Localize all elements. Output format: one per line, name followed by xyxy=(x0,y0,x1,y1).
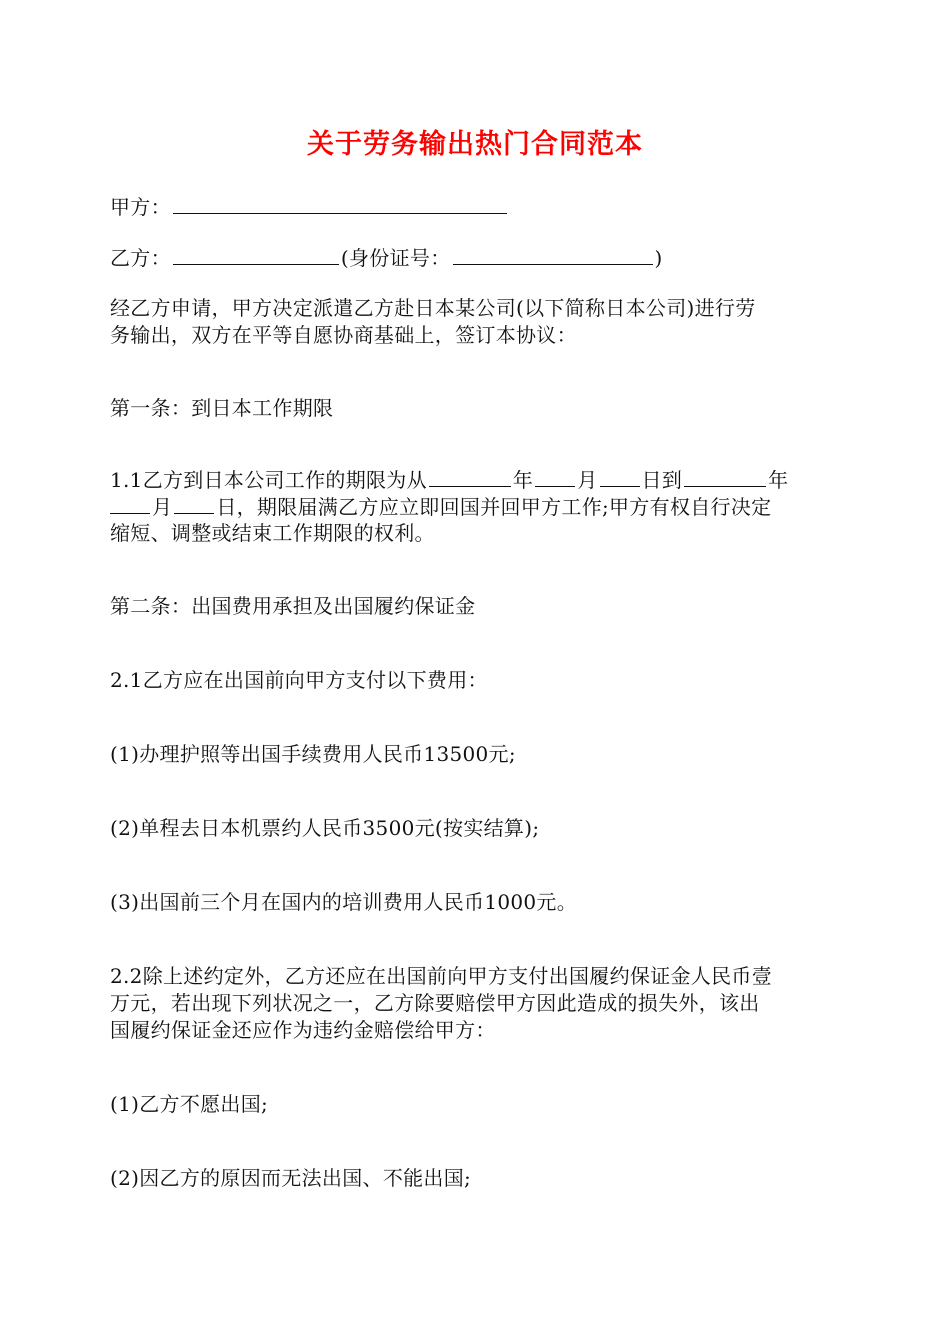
clause-1-1-line-3: 缩短、调整或结束工作期限的权利。 xyxy=(110,521,435,545)
clause-2-2-item-2: (2)因乙方的原因而无法出国、不能出国; xyxy=(110,1166,472,1190)
clause-2-2-item-1: (1)乙方不愿出国; xyxy=(110,1092,269,1116)
party-b-line xyxy=(110,244,840,272)
clause-1-1-month: 月 xyxy=(577,468,598,492)
clause-1-1-year2: 年 xyxy=(768,468,789,492)
clause-1-1-month2: 月 xyxy=(152,495,173,519)
party-b-id-label: (身份证号： xyxy=(340,246,451,270)
document-title: 关于劳务输出热门合同范本 xyxy=(307,129,643,160)
clause-2-2-line-2: 万元，若出现下列状况之一，乙方除要赔偿甲方因此造成的损失外，该出 xyxy=(110,991,760,1015)
start-month-blank xyxy=(535,466,575,487)
party-a-blank xyxy=(173,193,507,214)
clause-1-1-line-2 xyxy=(110,493,840,521)
intro-line-1: 经乙方申请，甲方决定派遣乙方赴日本某公司(以下简称日本公司)进行劳 xyxy=(110,296,756,320)
intro-line-2: 务输出，双方在平等自愿协商基础上，签订本协议： xyxy=(110,323,577,347)
clause-2-1-item-2: (2)单程去日本机票约人民币3500元(按实结算); xyxy=(110,816,540,840)
clause-1-1-line-1 xyxy=(110,466,840,494)
end-month-blank xyxy=(110,493,150,514)
clause-2-1-item-1: (1)办理护照等出国手续费用人民币13500元; xyxy=(110,742,516,766)
party-b-id-close: ) xyxy=(654,246,663,270)
party-b-name-blank xyxy=(173,244,339,265)
clause-2-1: 2.1乙方应在出国前向甲方支付以下费用： xyxy=(110,668,488,692)
clause-2-2-line-1: 2.2除上述约定外，乙方还应在出国前向甲方支付出国履约保证金人民币壹 xyxy=(110,964,773,988)
clause-2-1-item-3: (3)出国前三个月在国内的培训费用人民币1000元。 xyxy=(110,890,578,914)
article-2-heading: 第二条：出国费用承担及出国履约保证金 xyxy=(110,594,476,618)
start-day-blank xyxy=(600,466,640,487)
end-year-blank xyxy=(684,466,766,487)
end-day-blank xyxy=(174,493,214,514)
clause-1-1-year: 年 xyxy=(512,468,534,492)
clause-1-1-text-b: 日，期限届满乙方应立即回国并回甲方工作;甲方有权自行决定 xyxy=(216,495,772,519)
party-b-id-blank xyxy=(453,244,653,265)
clause-2-2-line-3: 国履约保证金还应作为违约金赔偿给甲方： xyxy=(110,1018,496,1042)
party-b-label: 乙方： xyxy=(110,246,171,270)
party-a-line xyxy=(110,193,840,221)
start-year-blank xyxy=(429,466,511,487)
clause-1-1-day-to: 日到 xyxy=(641,468,683,492)
clause-1-1-text-a: 1.1乙方到日本公司工作的期限为从 xyxy=(110,468,427,492)
party-a-label: 甲方： xyxy=(110,195,171,219)
article-1-heading: 第一条：到日本工作期限 xyxy=(110,396,334,420)
